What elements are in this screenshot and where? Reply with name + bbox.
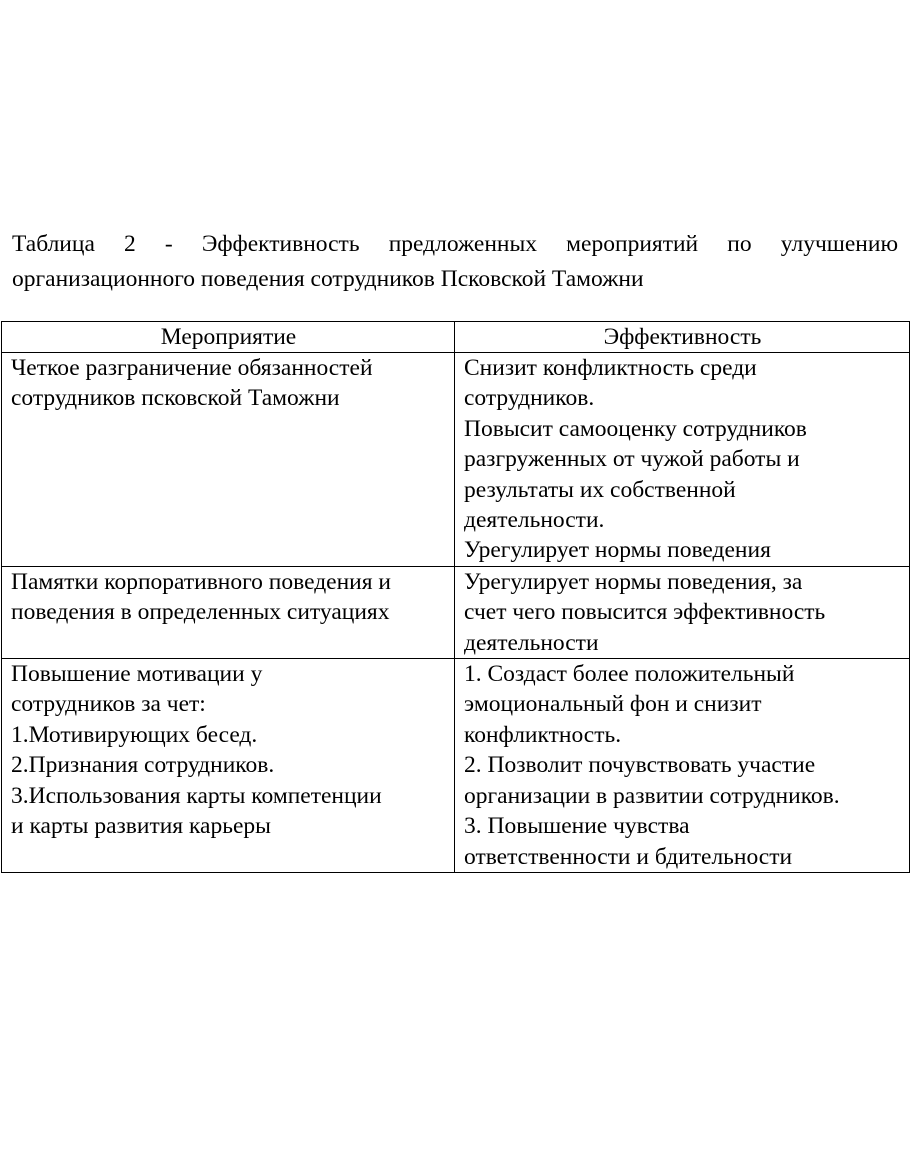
measure-cell (2, 566, 455, 658)
cell-line: сотрудников за чет: (11, 691, 206, 718)
column-header-measure: Мероприятие (2, 322, 455, 353)
cell-line: Урегулирует нормы поведения (464, 537, 771, 564)
cell-line: Урегулирует нормы поведения, за (464, 568, 803, 595)
cell-line: результаты их собственной (464, 476, 736, 503)
measure-cell (2, 353, 455, 567)
cell-line: поведения в определенных ситуациях (11, 599, 390, 626)
cell-line: сотрудников. (464, 385, 595, 412)
cell-line: Снизит конфликтность среди (464, 355, 757, 381)
cell-line: деятельности (464, 629, 599, 656)
cell-line: и карты развития карьеры (11, 813, 271, 840)
cell-line: деятельности. (464, 507, 605, 534)
table-row (2, 353, 910, 567)
cell-line: 1.Мотивирующих бесед. (11, 721, 258, 748)
measure-cell (2, 659, 455, 873)
cell-line: 1. Создаст более положительный (464, 661, 795, 688)
effectiveness-cell (455, 659, 910, 873)
cell-line: Повысит самооценку сотрудников (464, 415, 807, 442)
caption-line-1: Таблица 2 - Эффективность предложенных мероприятий по улучшению (12, 231, 898, 257)
cell-line: ответственности и бдительности (464, 843, 793, 870)
table-caption (12, 227, 898, 297)
cell-line: счет чего повысится эффективность (464, 599, 826, 626)
cell-line: 2. Позволит почувствовать участие (464, 752, 816, 779)
caption-line-2: организационного поведения сотрудников Псковской Таможни (12, 266, 644, 292)
cell-line: сотрудников псковской Таможни (11, 385, 340, 412)
table-header-row (2, 322, 910, 353)
cell-line: организации в развитии сотрудников. (464, 782, 840, 809)
cell-line: конфликтность. (464, 721, 622, 748)
cell-line: Повышение мотивации у (11, 661, 263, 688)
cell-line: 2.Признания сотрудников. (11, 752, 275, 779)
effectiveness-table (1, 321, 910, 873)
effectiveness-cell (455, 566, 910, 658)
table-row (2, 659, 910, 873)
cell-line: эмоциональный фон и снизит (464, 691, 762, 718)
cell-line: 3.Использования карты компетенции (11, 782, 382, 809)
cell-line: Четкое разграничение обязанностей (11, 355, 373, 381)
table-row (2, 566, 910, 658)
cell-line: 3. Повышение чувства (464, 813, 690, 840)
cell-line: Памятки корпоративного поведения и (11, 568, 391, 595)
cell-line: разгруженных от чужой работы и (464, 446, 800, 473)
effectiveness-cell (455, 353, 910, 567)
column-header-effectiveness: Эффективность (455, 322, 910, 353)
